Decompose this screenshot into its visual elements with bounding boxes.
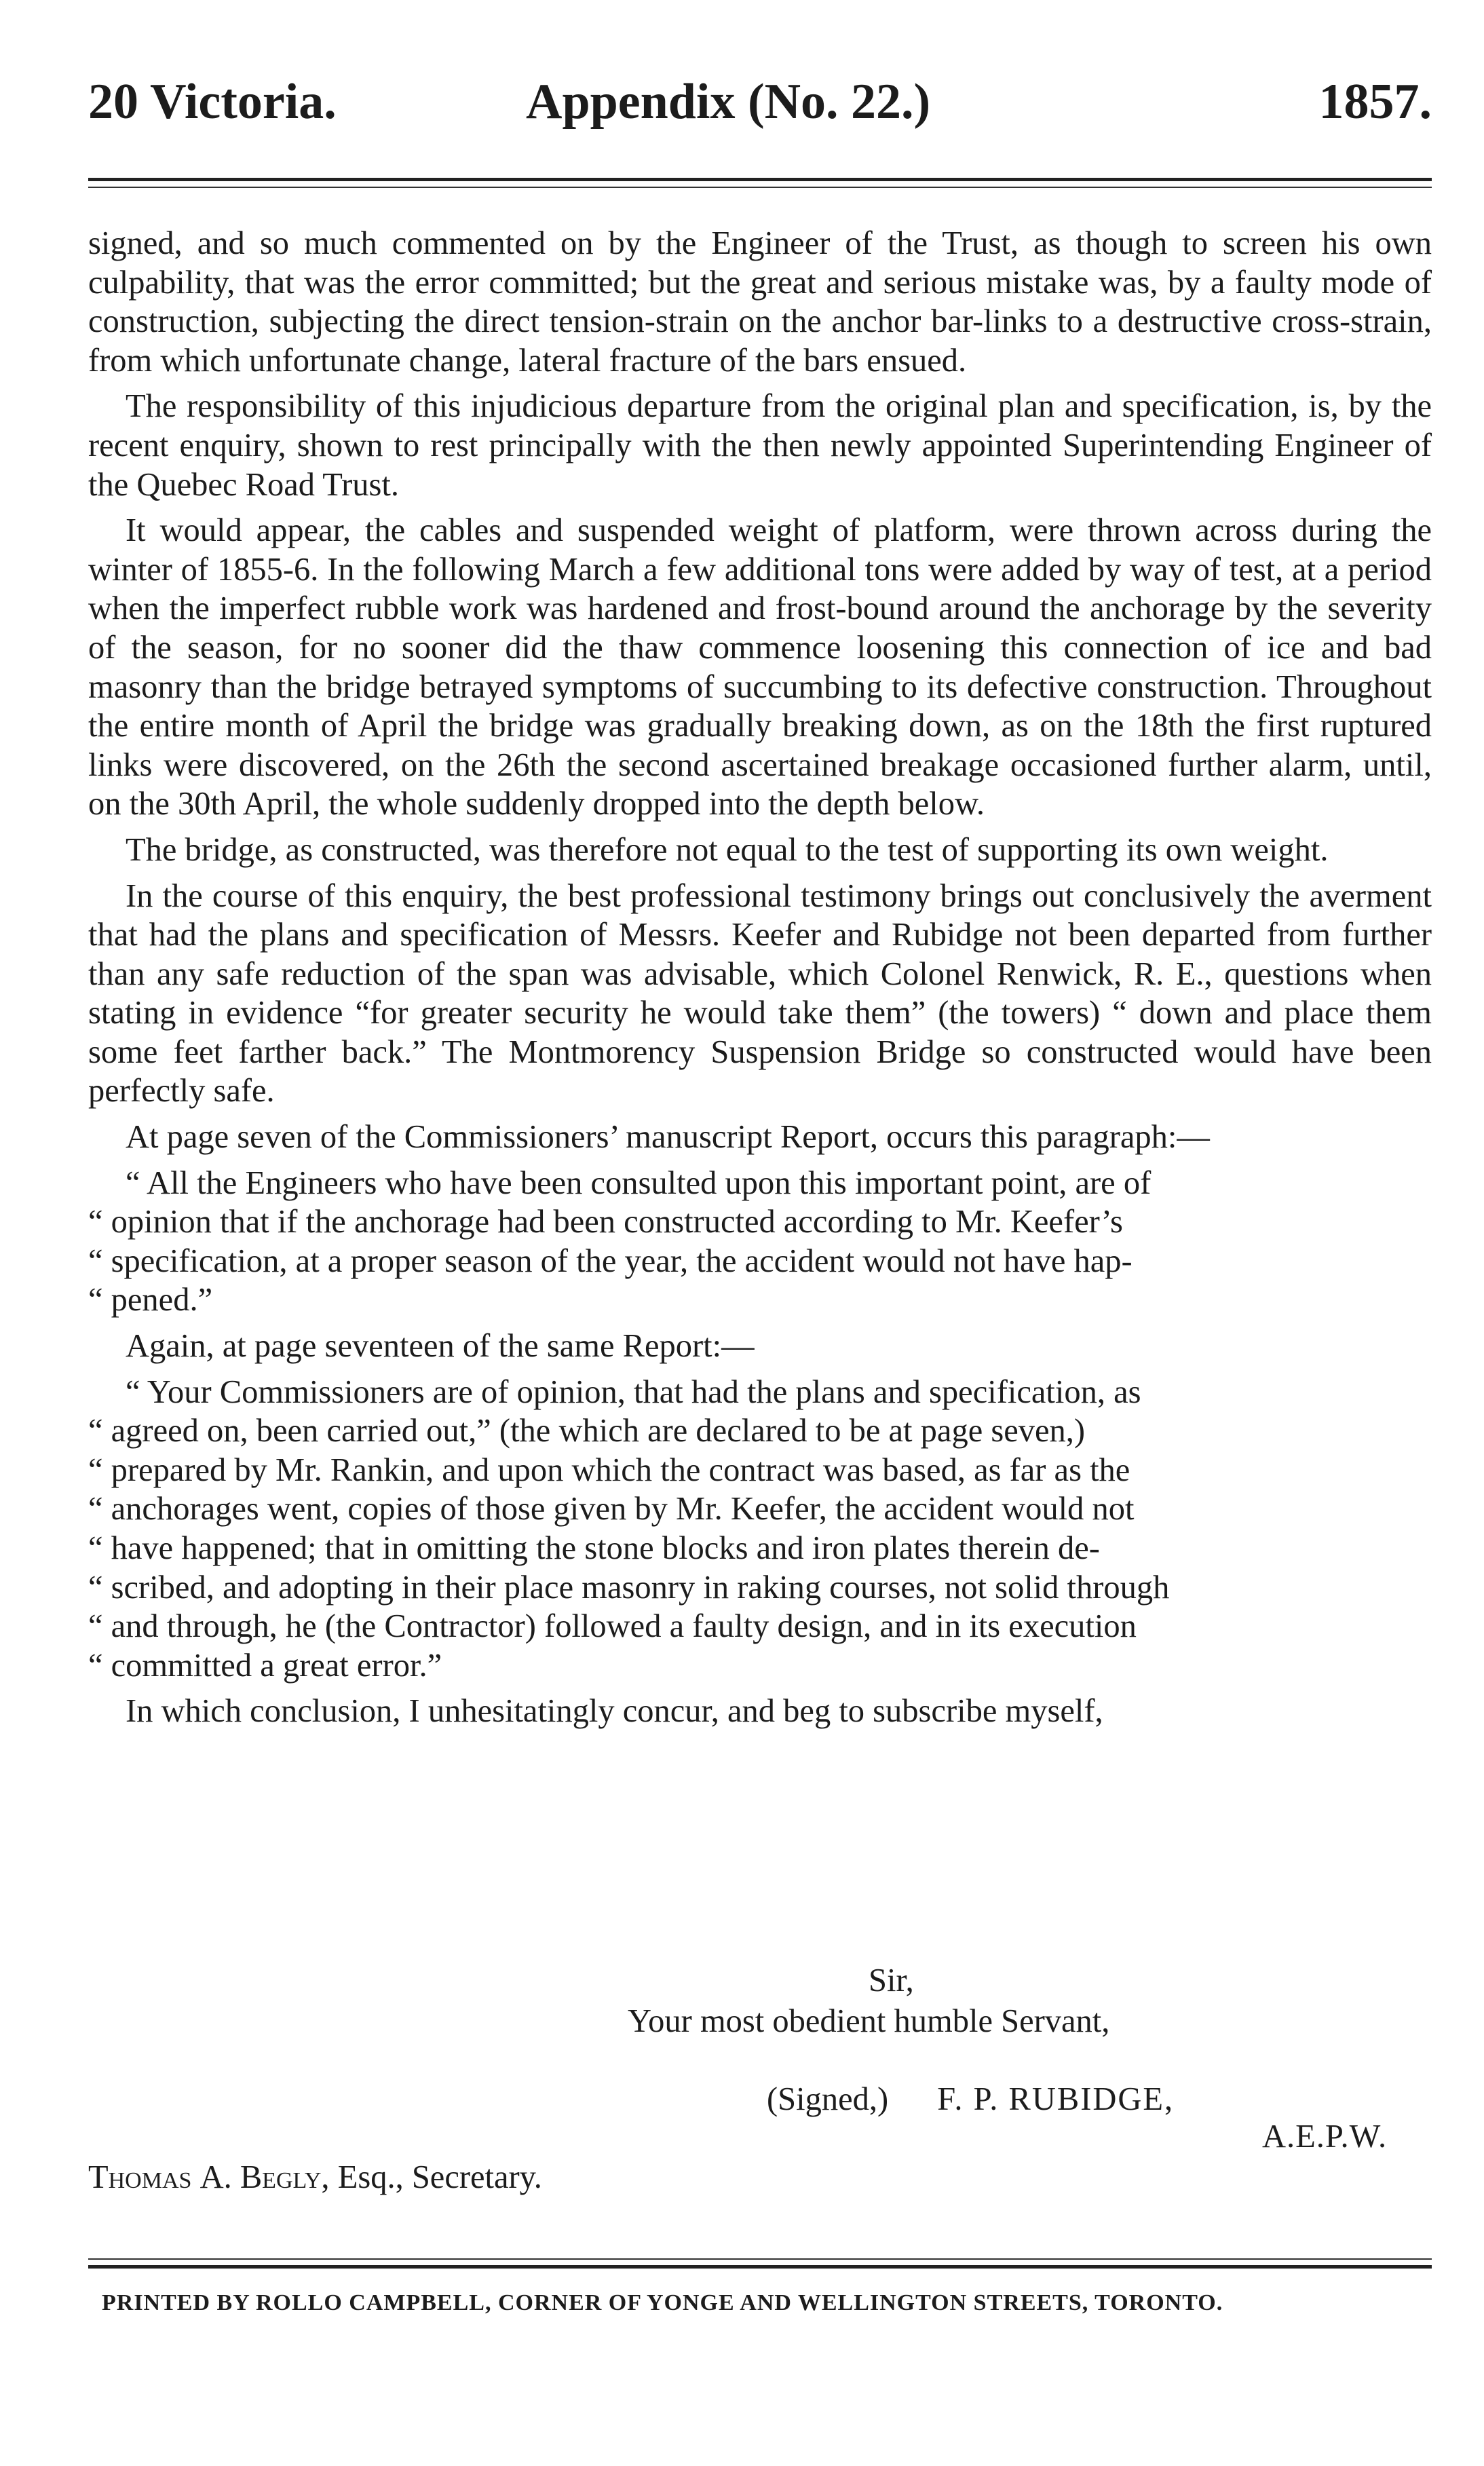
quote-2-line: “ committed a great error.” xyxy=(88,1647,442,1684)
signer-title: A.E.P.W. xyxy=(1262,2119,1388,2155)
paragraph-1: signed, and so much commented on by the Engineer of the Trust, as though to screen his own culpability, that was the error committed; but the great and serious mistake was, by a faulty mode of construction, subjecting the direct tension-strain on the anchor bar-links to a destructive cross-strain, from which unfortunate change, lateral fracture of the bars ensued. xyxy=(88,225,1432,379)
quote-1-line: “ opinion that if the anchorage had been constructed according to Mr. Keefer’s xyxy=(88,1204,1123,1240)
signer-name: F. P. RUBIDGE, xyxy=(937,2081,1175,2117)
quote-2-line: “ scribed, and adopting in their place masonry in raking courses, not solid through xyxy=(88,1569,1170,1606)
addressee-first-name: Thomas xyxy=(88,2159,192,2195)
quote-block-1 xyxy=(88,1164,1432,1320)
signed-label: (Signed,) xyxy=(767,2081,889,2117)
page-header xyxy=(88,64,1432,139)
header-rule-thin xyxy=(88,187,1432,188)
quote-1-line: “ specification, at a proper season of the year, the accident would not have hap- xyxy=(88,1243,1133,1279)
closing-line: Your most obedient humble Servant, xyxy=(628,2003,1110,2039)
header-rule-thick xyxy=(88,178,1432,181)
signature-line xyxy=(767,2080,1484,2119)
quote-2-line: “ and through, he (the Contractor) followed a faulty design, and in its execution xyxy=(88,1608,1137,1645)
quote-1-line: “ pened.” xyxy=(88,1282,213,1319)
quote-2-line: “ anchorages went, copies of those given by Mr. Keefer, the accident would not xyxy=(88,1491,1135,1528)
header-appendix: Appendix (No. 22.) xyxy=(526,74,931,130)
header-year: 1857. xyxy=(1318,74,1432,130)
paragraph-3: It would appear, the cables and suspended weight of platform, were thrown across during the winter of 1855-6. In the following March a few additional tons were added by way of test, at a period when the imperfect rubble work was hardened and frost-bound around the anchorage by the severity of the season, for no sooner did the thaw commence loosening this connection of ice and bad masonry than the bridge betrayed symptoms of succumbing to its defective construction. Throughout the entire month of April the bridge was gradually breaking down, as on the 18th the first ruptured links were discovered, on the 26th the second ascertained breakage occasioned further alarm, until, on the 30th April, the whole suddenly dropped into the depth below. xyxy=(88,512,1432,822)
quote-2-line: “ agreed on, been carried out,” (the which are declared to be at page seven,) xyxy=(88,1413,1086,1449)
footer-rule-thick xyxy=(88,2265,1432,2269)
quote-block-2 xyxy=(88,1373,1432,1686)
paragraph-2: The responsibility of this injudicious departure from the original plan and specification, is, by the recent enquiry, shown to rest principally with the then newly appointed Superintending Engineer of the Quebec Road Trust. xyxy=(88,388,1432,503)
quote-2-line: “ have happened; that in omitting the stone blocks and iron plates therein de- xyxy=(88,1530,1100,1566)
paragraph-4: The bridge, as constructed, was therefore not equal to the test of supporting its own weight. xyxy=(126,831,1329,868)
addressee-suffix: Esq., Secretary. xyxy=(337,2159,542,2195)
paragraph-5: In the course of this enquiry, the best professional testimony brings out conclusively the averment that had the plans and specification of Messrs. Keefer and Rubidge not been departed from further than any safe reduction of the span was advisable, which Colonel Renwick, R. E., questions when stating in evidence “for greater security he would take them” (the towers) “ down and place them some feet farther back.” The Montmorency Suspension Bridge so constructed would have been perfectly safe. xyxy=(88,877,1432,1109)
header-session: 20 Victoria. xyxy=(88,74,337,130)
quote-2-line: “ Your Commissioners are of opinion, that had the plans and specification, as xyxy=(126,1373,1141,1410)
salutation: Sir, xyxy=(869,1962,914,1998)
footer-rule-thin xyxy=(88,2258,1432,2260)
addressee xyxy=(88,2158,1432,2197)
letter-body xyxy=(88,224,1432,1738)
addressee-surname: A. Begly, xyxy=(199,2159,330,2195)
printer-imprint: PRINTED BY ROLLO CAMPBELL, CORNER OF YONGE AND WELLINGTON STREETS, TORONTO. xyxy=(102,2290,1223,2315)
quote-1-line: “ All the Engineers who have been consulted upon this important point, are of xyxy=(126,1164,1152,1201)
paragraph-6: At page seven of the Commissioners’ manuscript Report, occurs this paragraph:— xyxy=(126,1119,1210,1156)
quote-2-line: “ prepared by Mr. Rankin, and upon which the contract was based, as far as the xyxy=(88,1452,1130,1488)
paragraph-conclusion: In which conclusion, I unhesitatingly concur, and beg to subscribe myself, xyxy=(126,1693,1103,1730)
paragraph-again: Again, at page seventeen of the same Report:— xyxy=(126,1328,755,1365)
